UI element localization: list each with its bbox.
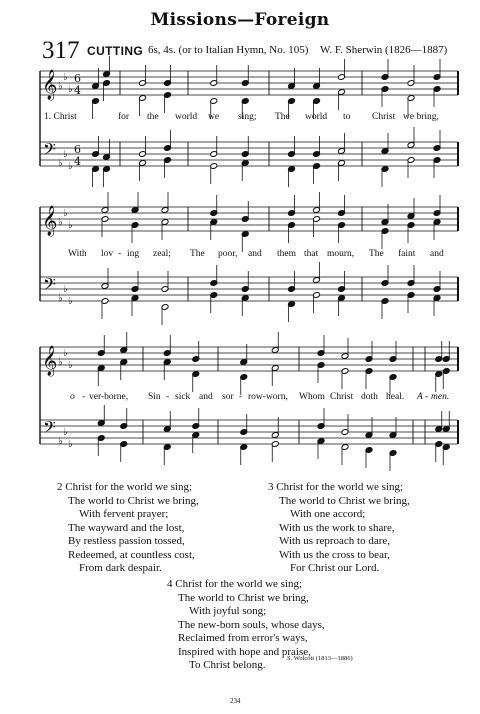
flat-icon: ♭ <box>63 284 68 295</box>
time-signature-bottom: 4 <box>74 84 81 97</box>
lyric-syllable: - <box>425 392 429 402</box>
verse-line: The wayward and the lost, <box>68 521 185 534</box>
time-signature-top: 6 <box>74 143 81 156</box>
flat-icon: ♭ <box>58 293 63 304</box>
lyric-syllable: - <box>239 392 243 402</box>
lyric-syllable: and <box>199 392 213 402</box>
flat-icon: ♭ <box>63 427 68 438</box>
flat-icon: ♭ <box>58 436 63 447</box>
lyric-line-3 <box>0 392 480 404</box>
verse-line: The world to Christ we bring, <box>178 591 309 604</box>
lyric-syllable: heal. <box>386 392 405 402</box>
lyric-syllable: doth <box>361 392 378 402</box>
treble-clef-icon: 𝄞 <box>42 206 58 236</box>
verse-line: The world to Christ we bring, <box>68 494 199 507</box>
verse-line: 3 Christ for the world we sing; <box>268 481 404 493</box>
tune-name: CUTTING <box>87 44 144 58</box>
lyric-syllable: faint <box>398 249 416 259</box>
flat-icon: ♭ <box>68 220 73 231</box>
verse-line: With one accord; <box>290 508 366 520</box>
lyric-syllable: Christ <box>330 392 354 402</box>
verse-2 <box>57 481 199 576</box>
lyric-syllable: poor, <box>218 249 238 259</box>
lyric-syllable: ing <box>127 249 140 259</box>
lyric-syllable: world <box>175 112 198 122</box>
text-author: S. Wolcott (1813—1886) <box>287 655 353 662</box>
lyric-syllable: ver-borne, <box>89 392 129 402</box>
verse-line: With fervent prayer; <box>79 508 169 520</box>
lyric-syllable: - <box>118 249 122 259</box>
verse-line: 2 Christ for the world we sing; <box>57 481 193 493</box>
lyric-syllable: that <box>304 249 319 259</box>
bass-clef-icon: 𝄢 <box>43 274 56 298</box>
lyric-syllable: sor <box>222 392 234 402</box>
time-signature-bottom: 4 <box>74 155 81 168</box>
lyric-syllable: sick <box>175 392 191 402</box>
flat-icon: ♭ <box>68 296 73 307</box>
lyric-syllable: 1. Christ <box>44 112 77 122</box>
lyric-syllable: A <box>417 392 423 402</box>
lyric-syllable: The <box>369 249 384 259</box>
lyric-syllable: and <box>430 249 444 259</box>
flat-icon: ♭ <box>63 208 68 219</box>
lyric-syllable: zeal; <box>153 249 171 259</box>
verse-line: By restless passion tossed, <box>68 535 185 547</box>
lyric-syllable: the <box>147 112 159 122</box>
verse-line: Redeemed, at countless cost, <box>68 548 195 561</box>
treble-clef-icon: 𝄞 <box>42 346 58 376</box>
treble-clef-icon: 𝄞 <box>42 70 58 100</box>
lyric-syllable: o <box>70 392 75 402</box>
flat-icon: ♭ <box>58 158 63 169</box>
lyric-syllable: we bring, <box>403 112 439 122</box>
lyric-syllable: we <box>208 112 220 122</box>
composer: W. F. Sherwin (1826—1887) <box>320 44 448 56</box>
flat-icon: ♭ <box>68 360 73 371</box>
time-signature-top: 6 <box>74 72 81 85</box>
verse-line: Reclaimed from error's ways, <box>178 632 308 644</box>
flat-icon: ♭ <box>58 217 63 228</box>
lyric-syllable: Christ <box>372 112 396 122</box>
lyric-line-2 <box>0 249 480 261</box>
flat-icon: ♭ <box>68 439 73 450</box>
flat-icon: ♭ <box>58 81 63 92</box>
lyric-syllable: The <box>190 249 205 259</box>
meter: 6s, 4s. (or to Italian Hymn, No. 105) <box>148 44 309 56</box>
lyric-syllable: men. <box>431 392 450 402</box>
lyric-line-1 <box>0 112 480 124</box>
bass-clef-icon: 𝄢 <box>43 417 56 441</box>
lyric-syllable: mourn, <box>327 249 355 259</box>
verse-3 <box>268 481 410 576</box>
verse-line: With us the work to share, <box>279 521 395 534</box>
flat-icon: ♭ <box>63 72 68 83</box>
lyric-syllable: - <box>166 392 170 402</box>
verse-line: For Christ our Lord. <box>290 562 380 574</box>
page-number: 234 <box>230 697 241 705</box>
verse-line: The world to Christ we bring, <box>279 494 410 507</box>
lyric-syllable: - <box>82 392 86 402</box>
section-title: Missions—Foreign <box>150 10 330 30</box>
hymn-number: 317 <box>42 37 80 64</box>
flat-icon: ♭ <box>63 149 68 160</box>
bass-clef-icon: 𝄢 <box>43 139 56 163</box>
verse-line: From dark despair. <box>79 562 162 574</box>
lyric-syllable: lov <box>101 249 114 259</box>
lyric-syllable: sing; <box>238 112 257 122</box>
verse-line: The new-born souls, whose days, <box>178 618 325 631</box>
lyric-syllable: to <box>343 112 351 122</box>
lyric-syllable: for <box>118 112 130 122</box>
verse-line: With us reproach to dare, <box>279 535 391 547</box>
verse-line: With joyful song; <box>189 605 267 617</box>
lyric-syllable: world <box>305 112 328 122</box>
flat-icon: ♭ <box>58 357 63 368</box>
verse-line: Inspired with hope and praise, <box>178 645 311 658</box>
lyric-syllable: and <box>248 249 262 259</box>
lyric-syllable: The <box>275 112 290 122</box>
verse-line: To Christ belong. <box>189 659 266 671</box>
verse-line: 4 Christ for the world we sing; <box>167 578 303 590</box>
flat-icon: ♭ <box>68 161 73 172</box>
lyric-syllable: them <box>277 249 296 259</box>
flat-icon: ♭ <box>63 348 68 359</box>
verse-line: With us the cross to bear, <box>279 548 390 561</box>
lyric-syllable: Sin <box>148 392 161 402</box>
lyric-syllable: Whom <box>299 392 325 402</box>
lyric-syllable: row-worn, <box>248 392 288 402</box>
flat-icon: ♭ <box>68 84 73 95</box>
lyric-syllable: With <box>68 249 87 259</box>
